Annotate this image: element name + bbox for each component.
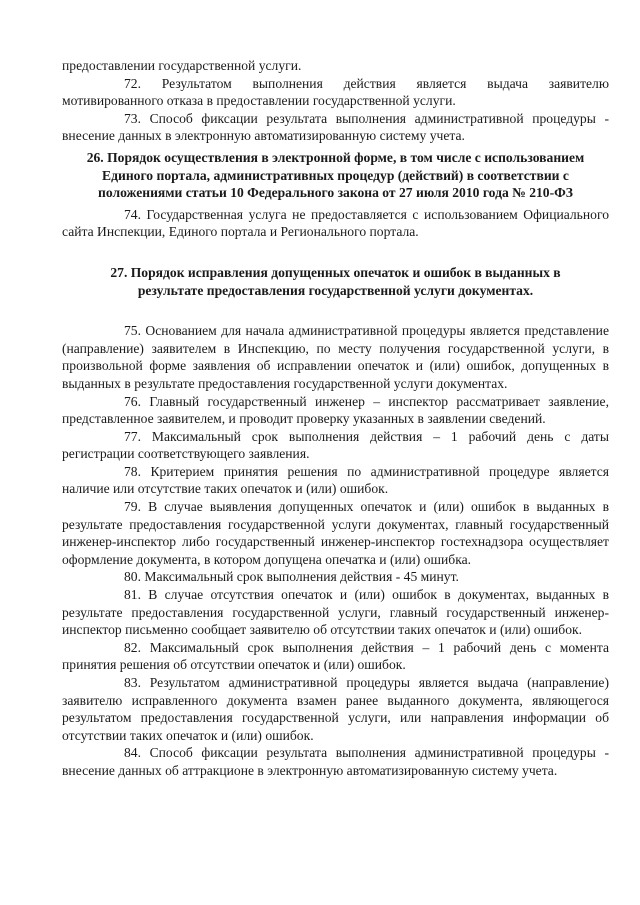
spacer: [62, 299, 609, 322]
paragraph-80: 80. Максимальный срок выполнения действия - 45 минут.: [124, 569, 459, 585]
section-heading-26: 26. Порядок осуществления в электронной форме, в том числе с использованием Единого портала, административных процедур (действий) в соответствии с положениями статьи 10 Федерального закона от 27 июля 2010 года № 210-ФЗ: [86, 149, 585, 201]
paragraph-76: 76. Главный государственный инженер – инспектор рассматривает заявление, представленное заявителем, и проводит проверку указанных в заявлении сведений.: [62, 393, 609, 427]
paragraph-81: 81. В случае отсутствия опечаток и (или) ошибок в документах, выданных в результате предоставления государственной услуги, главный государственный инженер-инспектор письменно сообщает заявителю об отсутствии таких опечаток и (или) ошибок.: [62, 587, 609, 638]
paragraph-74: 74. Государственная услуга не предоставляется с использованием Официального сайта Инспекции, Единого портала и Регионального портала.: [62, 206, 609, 240]
paragraph-77: 77. Максимальный срок выполнения действия – 1 рабочий день с даты регистрации соответствующего заявления.: [62, 428, 609, 462]
paragraph-73: 73. Способ фиксации результата выполнения административной процедуры - внесение данных в электронную автоматизированную систему учета.: [62, 110, 609, 144]
paragraph-83: 83. Результатом административной процедуры является выдача (направление) заявителю исправленного документа взамен ранее выданного документа, являющегося результатом предоставления государственной услуги, или направления информации об отсутствии таких опечаток и (или) ошибок.: [62, 675, 609, 743]
paragraph-continuation: предоставлении государственной услуги.: [62, 58, 302, 73]
paragraph-78: 78. Критерием принятия решения по административной процедуре является наличие или отсутствие таких опечаток и (или) ошибок.: [62, 463, 609, 497]
paragraph-79: 79. В случае выявления допущенных опечаток и (или) ошибок в выданных в результате предоставления государственной услуги документах, главный государственный инженер-инспектор либо государственный инженер-инспектор гостехнадзора осуществляет оформление документа, в котором допущена опечатка и (или) ошибка.: [62, 499, 609, 567]
paragraph-75: 75. Основанием для начала административной процедуры является представление (направление) заявителем в Инспекцию, по месту получения государственной услуги, в произвольной форме заявления об исправлении опечаток и (или) ошибок, допущенных в выданных в результате предоставления государственной услуги документах.: [62, 323, 609, 391]
paragraph-72: 72. Результатом выполнения действия является выдача заявителю мотивированного отказа в предоставлении государственной услуги.: [62, 75, 609, 109]
spacer: [62, 241, 609, 264]
section-heading-27: 27. Порядок исправления допущенных опечаток и ошибок в выданных в результате предоставления государственной услуги документах.: [110, 264, 561, 298]
paragraph-84: 84. Способ фиксации результата выполнения административной процедуры - внесение данных об аттракционе в электронную автоматизированную систему учета.: [62, 745, 609, 778]
paragraph-82: 82. Максимальный срок выполнения действия – 1 рабочий день с момента принятия решения об отсутствии опечаток и (или) ошибок.: [62, 639, 609, 673]
